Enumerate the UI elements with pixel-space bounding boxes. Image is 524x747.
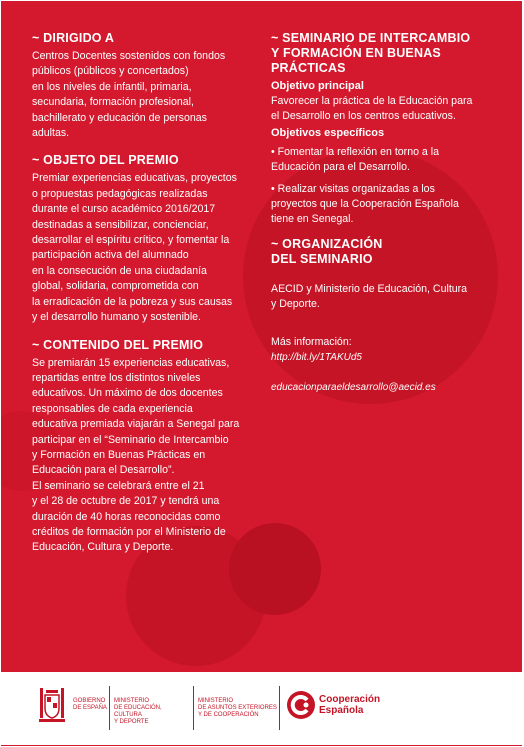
heading-line: PRÁCTICAS [271,61,346,75]
section-contenido [32,338,264,556]
body-line: y Formación en Buenas Prácticas en [32,448,206,461]
gobierno-label [73,698,113,742]
footer-line: DE ASUNTOS EXTERIORES [198,705,277,711]
spain-coat-of-arms-icon [37,686,67,726]
body-line: en los niveles de infantil, primaria, [32,80,192,93]
footer-line: GOBIERNO [73,698,106,704]
subheading-objetivos-especificos: Objetivos específicos [271,126,385,139]
heading-line: DEL SEMINARIO [271,251,373,266]
body-line: públicos (públicos y concertados) [32,65,189,78]
footer-line: Española [319,705,364,716]
section-organizacion [271,237,496,313]
body-line: y Deporte. [271,298,320,311]
bullet-item [271,182,496,228]
body-line: Educación para el Desarrollo. [271,161,410,174]
body-line: responsables de cada experiencia [32,402,193,415]
cooperacion-espanola-label [319,694,380,716]
section-body [271,282,496,313]
footer-line: Cooperación [319,694,381,705]
body-line: durante el curso académico 2016/2017 [32,203,216,216]
body-line: y el desarrollo humano y sostenible. [32,311,202,324]
body-line: participar en el “Seminario de Intercambio [32,433,229,446]
body-line: duración de 40 horas reconocidas como [32,510,221,523]
section-body [271,94,496,125]
body-line: Favorecer la práctica de la Educación para [271,95,473,107]
section-heading: ~ CONTENIDO DEL PREMIO [32,337,204,352]
footer-divider [193,686,194,730]
body-line: secundaria, formación profesional, [32,96,194,109]
footer-divider [109,686,110,730]
body-line: el Desarrollo en los centros educativos. [271,110,456,123]
footer-divider [279,686,280,730]
section-dirigido [32,31,264,141]
footer-line: Y DEPORTE [114,719,149,725]
subheading-objetivo-principal: Objetivo principal [271,80,364,92]
body-line: adultas. [32,127,70,140]
body-line: global, solidaria, comprometida con [32,280,199,293]
section-heading [271,237,496,267]
bullet-item [271,145,496,176]
body-line: o propuestas pedagógicas realizadas [32,187,208,200]
body-line: destinadas a sensibilizar, concienciar, [32,218,209,231]
body-line: proyectos que la Cooperación Española [271,198,459,211]
body-line: en la consecución de una ciudadanía [32,264,207,277]
body-line: educativos. Un máximo de dos docentes [32,387,223,400]
body-line: la erradicación de la pobreza y sus causas [32,295,233,308]
body-line: desarrollar el espíritu crítico, y fomentar la [32,234,230,247]
body-line: Se premiarán 15 experiencias educativas, [32,356,230,369]
body-line: • Realizar visitas organizadas a los [271,182,435,195]
right-column [271,31,496,395]
body-line: bachillerato y educación de personas [32,111,207,124]
cooperacion-espanola-logo-icon [286,690,316,720]
section-info [271,335,496,395]
footer-line: MINISTERIO [198,698,234,704]
body-line: participación activa del alumnado [32,249,189,262]
heading-line: Y FORMACIÓN EN BUENAS [271,46,441,60]
heading-line: ~ ORGANIZACIÓN [271,236,383,251]
footer-line: DE EDUCACIÓN, CULTURA [114,705,162,718]
section-heading [271,31,496,76]
body-line: créditos de formación por el Ministerio de [32,525,226,538]
footer-line: DE ESPAÑA [73,705,107,711]
section-body [32,356,264,556]
body-line: repartidas entre los distintos niveles [32,371,201,384]
body-line: Centros Docentes sostenidos con fondos [32,50,226,62]
left-column [32,31,264,556]
section-heading: ~ DIRIGIDO A [32,31,115,45]
info-url-link[interactable]: http://bit.ly/1TAKUd5 [271,352,362,364]
section-heading: ~ OBJETO DEL PREMIO [32,153,179,168]
ministerio-educacion-label [114,698,189,742]
body-line: Premiar experiencias educativas, proyectos [32,172,237,185]
ministerio-exteriores-label [198,698,278,742]
footer-line: Y DE COOPERACIÓN [198,712,259,718]
body-line: y el 28 de octubre de 2017 y tendrá una [32,495,220,508]
info-email-link[interactable]: educacionparaeldesarrollo@aecid.es [271,382,436,394]
section-seminario [271,31,496,228]
section-body [32,49,264,141]
info-label: Más información: [271,335,352,348]
section-objeto [32,153,264,325]
heading-line: ~ SEMINARIO DE INTERCAMBIO [271,31,471,45]
body-line: • Fomentar la reflexión en torno a la [271,145,439,158]
footer-line: MINISTERIO [114,698,150,704]
body-line: AECID y Ministerio de Educación, Cultura [271,282,468,295]
section-body [32,171,264,325]
body-line: Educación para el Desarrollo”. [32,464,175,477]
body-line: Educación, Cultura y Deporte. [32,541,174,554]
body-line: El seminario se celebrará entre el 21 [32,479,205,492]
body-line: tiene en Senegal. [271,213,354,226]
body-line: educativa premiada viajarán a Senegal para [32,418,240,431]
footer-logos [1,672,522,745]
